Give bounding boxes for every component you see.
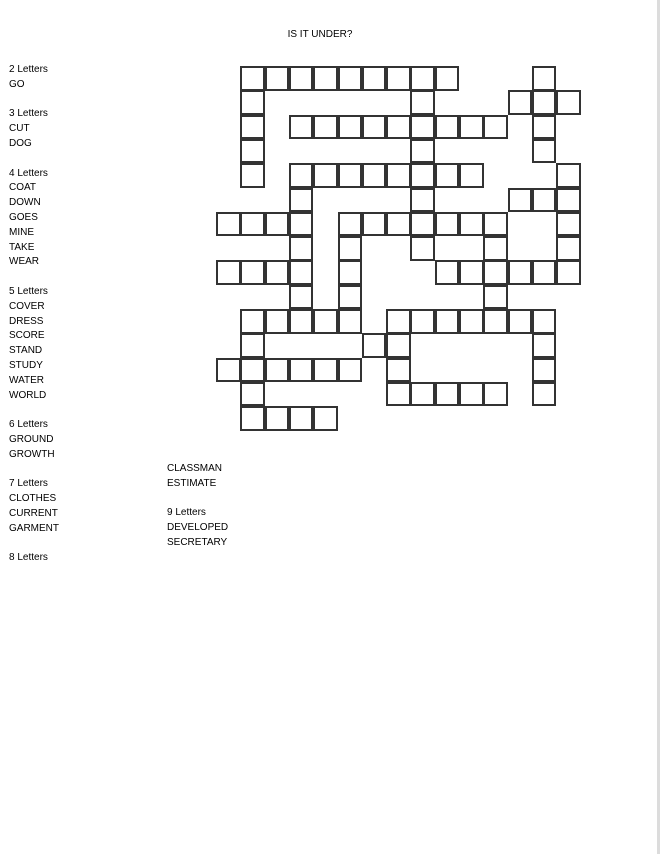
grid-cell[interactable] (410, 382, 435, 407)
grid-cell[interactable] (313, 163, 338, 188)
grid-cell[interactable] (556, 90, 581, 115)
grid-cell[interactable] (410, 236, 435, 261)
grid-cell[interactable] (532, 333, 557, 358)
grid-cell[interactable] (532, 66, 557, 91)
grid-cell[interactable] (459, 115, 484, 140)
word-item: ESTIMATE (167, 477, 217, 489)
grid-cell[interactable] (459, 382, 484, 407)
group-heading: 3 Letters (9, 108, 48, 120)
grid-cell[interactable] (338, 236, 363, 261)
grid-cell[interactable] (532, 358, 557, 383)
grid-cell[interactable] (216, 260, 241, 285)
grid-cell[interactable] (240, 163, 265, 188)
word-item: SCORE (9, 330, 45, 342)
group-gap (9, 463, 159, 478)
grid-cell[interactable] (313, 115, 338, 140)
grid-cell[interactable] (338, 115, 363, 140)
word-list-left (9, 63, 159, 566)
grid-cell[interactable] (289, 406, 314, 431)
grid-cell[interactable] (386, 66, 411, 91)
grid-cell[interactable] (265, 406, 290, 431)
grid-cell[interactable] (435, 260, 460, 285)
word-item: CUT (9, 123, 30, 135)
grid-cell[interactable] (556, 188, 581, 213)
word-item: WATER (9, 374, 44, 386)
grid-cell[interactable] (265, 66, 290, 91)
grid-cell[interactable] (216, 212, 241, 237)
grid-cell[interactable] (435, 212, 460, 237)
puzzle-title: IS IT UNDER? (287, 29, 353, 40)
grid-cell[interactable] (338, 260, 363, 285)
grid-cell[interactable] (435, 163, 460, 188)
grid-cell[interactable] (289, 358, 314, 383)
grid-cell[interactable] (289, 115, 314, 140)
grid-cell[interactable] (386, 212, 411, 237)
grid-cell[interactable] (483, 212, 508, 237)
word-item: CLOTHES (9, 493, 57, 505)
grid-cell[interactable] (410, 90, 435, 115)
group-gap (9, 152, 159, 167)
grid-cell[interactable] (289, 163, 314, 188)
grid-cell[interactable] (532, 382, 557, 407)
grid-cell[interactable] (265, 260, 290, 285)
grid-cell[interactable] (459, 260, 484, 285)
word-item: CURRENT (9, 507, 58, 519)
word-item: WEAR (9, 256, 39, 268)
group-gap (9, 93, 159, 108)
grid-cell[interactable] (386, 309, 411, 334)
grid-cell[interactable] (483, 115, 508, 140)
grid-cell[interactable] (240, 90, 265, 115)
grid-cell[interactable] (410, 163, 435, 188)
grid-cell[interactable] (362, 212, 387, 237)
grid-cell[interactable] (410, 115, 435, 140)
grid-cell[interactable] (240, 115, 265, 140)
grid-cell[interactable] (532, 90, 557, 115)
word-item: COVER (9, 300, 45, 312)
grid-cell[interactable] (508, 188, 533, 213)
grid-cell[interactable] (289, 66, 314, 91)
grid-cell[interactable] (483, 285, 508, 310)
grid-cell[interactable] (313, 406, 338, 431)
grid-cell[interactable] (410, 309, 435, 334)
grid-cell[interactable] (386, 163, 411, 188)
grid-cell[interactable] (410, 66, 435, 91)
group-heading: 6 Letters (9, 419, 48, 431)
grid-cell[interactable] (508, 90, 533, 115)
grid-cell[interactable] (289, 260, 314, 285)
grid-cell[interactable] (240, 139, 265, 164)
grid-cell[interactable] (265, 358, 290, 383)
grid-cell[interactable] (532, 115, 557, 140)
word-item: COAT (9, 182, 37, 194)
grid-cell[interactable] (386, 115, 411, 140)
grid-cell[interactable] (289, 188, 314, 213)
grid-cell[interactable] (362, 163, 387, 188)
grid-cell[interactable] (289, 236, 314, 261)
group-gap (9, 270, 159, 285)
grid-cell[interactable] (338, 163, 363, 188)
word-item: STUDY (9, 359, 43, 371)
word-item: WORLD (9, 389, 47, 401)
grid-cell[interactable] (386, 333, 411, 358)
group-heading: 4 Letters (9, 167, 48, 179)
word-item: DOG (9, 137, 32, 149)
grid-cell[interactable] (338, 358, 363, 383)
word-item: DOWN (9, 197, 41, 209)
grid-cell[interactable] (216, 358, 241, 383)
grid-cell[interactable] (362, 115, 387, 140)
grid-cell[interactable] (459, 212, 484, 237)
grid-cell[interactable] (435, 309, 460, 334)
group-heading: 7 Letters (9, 478, 48, 490)
grid-cell[interactable] (459, 163, 484, 188)
grid-cell[interactable] (338, 285, 363, 310)
grid-cell[interactable] (289, 285, 314, 310)
grid-cell[interactable] (435, 382, 460, 407)
grid-cell[interactable] (556, 212, 581, 237)
group-gap (9, 403, 159, 418)
group-heading: 8 Letters (9, 552, 48, 564)
grid-cell[interactable] (508, 309, 533, 334)
grid-cell[interactable] (435, 66, 460, 91)
grid-cell[interactable] (410, 188, 435, 213)
grid-cell[interactable] (240, 212, 265, 237)
grid-cell[interactable] (338, 212, 363, 237)
grid-cell[interactable] (313, 66, 338, 91)
grid-cell[interactable] (386, 358, 411, 383)
grid-cell[interactable] (240, 382, 265, 407)
grid-cell[interactable] (410, 139, 435, 164)
word-item: CLASSMAN (167, 463, 223, 474)
word-item: MINE (9, 226, 34, 238)
grid-cell[interactable] (265, 309, 290, 334)
grid-cell[interactable] (483, 260, 508, 285)
grid-cell[interactable] (240, 358, 265, 383)
group-gap (167, 492, 317, 507)
word-item: GO (9, 78, 25, 90)
grid-cell[interactable] (338, 309, 363, 334)
word-item: GARMENT (9, 522, 59, 534)
word-list-right (167, 462, 317, 551)
group-gap (9, 537, 159, 552)
grid-cell[interactable] (289, 212, 314, 237)
word-item: SECRETARY (167, 536, 228, 548)
grid-cell[interactable] (508, 260, 533, 285)
grid-cell[interactable] (362, 66, 387, 91)
word-item: TAKE (9, 241, 35, 253)
grid-cell[interactable] (556, 163, 581, 188)
grid-cell[interactable] (240, 66, 265, 91)
word-item: GROWTH (9, 448, 55, 460)
grid-cell[interactable] (289, 309, 314, 334)
word-item: DEVELOPED (167, 522, 229, 534)
grid-cell[interactable] (435, 115, 460, 140)
group-heading: 9 Letters (167, 507, 206, 519)
grid-cell[interactable] (362, 333, 387, 358)
grid-cell[interactable] (313, 309, 338, 334)
grid-cell[interactable] (338, 66, 363, 91)
word-item: DRESS (9, 315, 44, 327)
grid-cell[interactable] (556, 236, 581, 261)
grid-cell[interactable] (240, 333, 265, 358)
grid-cell[interactable] (240, 309, 265, 334)
grid-cell[interactable] (532, 139, 557, 164)
grid-cell[interactable] (532, 309, 557, 334)
grid-cell[interactable] (265, 212, 290, 237)
grid-cell[interactable] (459, 309, 484, 334)
grid-cell[interactable] (386, 382, 411, 407)
word-item: GROUND (9, 433, 54, 445)
word-item: GOES (9, 211, 38, 223)
grid-cell[interactable] (410, 212, 435, 237)
group-heading: 2 Letters (9, 64, 48, 75)
grid-cell[interactable] (483, 236, 508, 261)
grid-cell[interactable] (483, 382, 508, 407)
grid-cell[interactable] (532, 260, 557, 285)
group-heading: 5 Letters (9, 285, 48, 297)
grid-cell[interactable] (240, 406, 265, 431)
grid-cell[interactable] (532, 188, 557, 213)
grid-cell[interactable] (556, 260, 581, 285)
grid-cell[interactable] (313, 358, 338, 383)
word-item: STAND (9, 345, 43, 357)
grid-cell[interactable] (240, 260, 265, 285)
grid-cell[interactable] (483, 309, 508, 334)
